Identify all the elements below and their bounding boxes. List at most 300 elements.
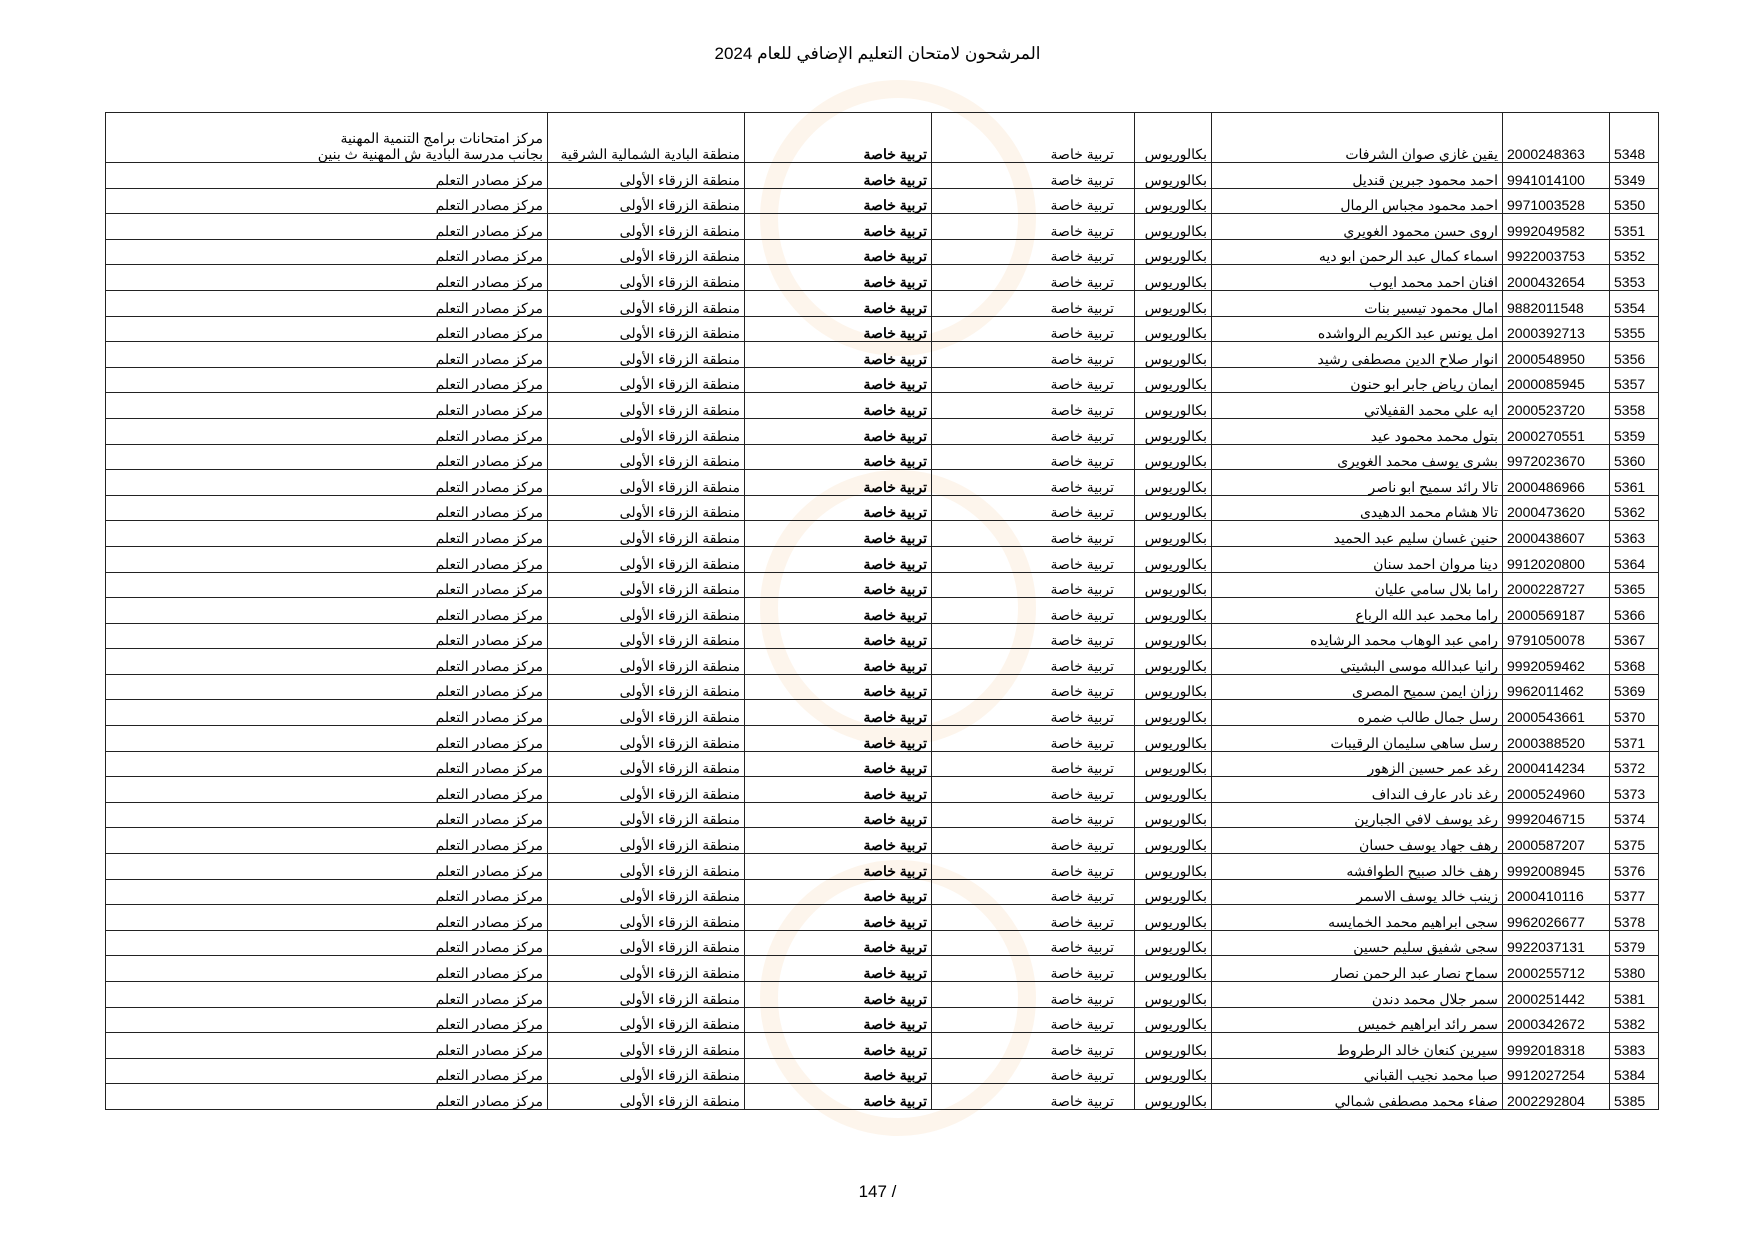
national-id-cell: 2000438607 <box>1503 521 1610 547</box>
seq-cell: 5354 <box>1610 290 1659 316</box>
seq-cell: 5385 <box>1610 1084 1659 1110</box>
seq-cell: 5380 <box>1610 956 1659 982</box>
specialization-cell: تربية خاصة <box>932 674 1135 700</box>
exam-center-line: مركز مصادر التعلم <box>435 504 543 521</box>
exam-subject-cell: تربية خاصة <box>745 316 932 342</box>
degree-cell: بكالوريوس <box>1135 905 1212 931</box>
region-cell: منطقة الزرقاء الأولى <box>548 239 745 265</box>
specialization-cell: تربية خاصة <box>932 598 1135 624</box>
degree-cell: بكالوريوس <box>1135 828 1212 854</box>
exam-subject-cell: تربية خاصة <box>745 982 932 1008</box>
exam-center-line: مركز مصادر التعلم <box>435 888 543 905</box>
seq-cell: 5367 <box>1610 623 1659 649</box>
national-id-cell: 2000473620 <box>1503 495 1610 521</box>
exam-center-line: مركز مصادر التعلم <box>435 273 543 290</box>
degree-cell: بكالوريوس <box>1135 956 1212 982</box>
exam-center-line: مركز مصادر التعلم <box>435 811 543 828</box>
seq-cell: 5363 <box>1610 521 1659 547</box>
national-id-cell: 2000251442 <box>1503 982 1610 1008</box>
exam-center-line: مركز مصادر التعلم <box>435 248 543 265</box>
region-cell: منطقة الزرقاء الأولى <box>548 777 745 803</box>
national-id-cell: 2000228727 <box>1503 572 1610 598</box>
exam-center-cell <box>106 956 548 982</box>
national-id-cell: 9922037131 <box>1503 930 1610 956</box>
name-cell: صبا محمد نجيب القباني <box>1212 1058 1503 1084</box>
seq-cell: 5366 <box>1610 598 1659 624</box>
region-cell: منطقة الزرقاء الأولى <box>548 1033 745 1059</box>
national-id-cell: 9992049582 <box>1503 214 1610 240</box>
exam-center-line: مركز مصادر التعلم <box>435 1067 543 1084</box>
name-cell: اروى حسن محمود الغويري <box>1212 214 1503 240</box>
national-id-cell: 9941014100 <box>1503 163 1610 189</box>
degree-cell: بكالوريوس <box>1135 290 1212 316</box>
specialization-cell: تربية خاصة <box>932 930 1135 956</box>
name-cell: سيرين كنعان خالد الرطروط <box>1212 1033 1503 1059</box>
degree-cell: بكالوريوس <box>1135 214 1212 240</box>
name-cell: رهف جهاد يوسف حسان <box>1212 828 1503 854</box>
table-row <box>106 726 1659 752</box>
exam-subject-cell: تربية خاصة <box>745 290 932 316</box>
seq-cell: 5348 <box>1610 113 1659 163</box>
table-row <box>106 214 1659 240</box>
degree-cell: بكالوريوس <box>1135 521 1212 547</box>
specialization-cell: تربية خاصة <box>932 649 1135 675</box>
specialization-cell: تربية خاصة <box>932 470 1135 496</box>
table-row <box>106 521 1659 547</box>
exam-center-line: مركز مصادر التعلم <box>435 197 543 214</box>
region-cell: منطقة الزرقاء الأولى <box>548 982 745 1008</box>
table-row <box>106 572 1659 598</box>
seq-cell: 5360 <box>1610 444 1659 470</box>
table-row <box>106 239 1659 265</box>
national-id-cell: 2000270551 <box>1503 418 1610 444</box>
national-id-cell: 2000410116 <box>1503 879 1610 905</box>
degree-cell: بكالوريوس <box>1135 1033 1212 1059</box>
specialization-cell: تربية خاصة <box>932 367 1135 393</box>
degree-cell: بكالوريوس <box>1135 1058 1212 1084</box>
seq-cell: 5352 <box>1610 239 1659 265</box>
table-row <box>106 802 1659 828</box>
national-id-cell: 2000392713 <box>1503 316 1610 342</box>
specialization-cell: تربية خاصة <box>932 546 1135 572</box>
table-row <box>106 495 1659 521</box>
exam-center-cell <box>106 777 548 803</box>
region-cell: منطقة الزرقاء الأولى <box>548 265 745 291</box>
table-row <box>106 470 1659 496</box>
exam-subject-cell: تربية خاصة <box>745 470 932 496</box>
seq-cell: 5365 <box>1610 572 1659 598</box>
name-cell: انوار صلاح الدين مصطفى رشيد <box>1212 342 1503 368</box>
seq-cell: 5357 <box>1610 367 1659 393</box>
specialization-cell: تربية خاصة <box>932 1033 1135 1059</box>
exam-center-line: مركز مصادر التعلم <box>435 913 543 930</box>
region-cell: منطقة الزرقاء الأولى <box>548 444 745 470</box>
specialization-cell: تربية خاصة <box>932 828 1135 854</box>
seq-cell: 5370 <box>1610 700 1659 726</box>
national-id-cell: 9912027254 <box>1503 1058 1610 1084</box>
exam-center-cell <box>106 1007 548 1033</box>
national-id-cell: 9962011462 <box>1503 674 1610 700</box>
exam-center-line: مركز مصادر التعلم <box>435 606 543 623</box>
region-cell: منطقة الزرقاء الأولى <box>548 751 745 777</box>
exam-center-cell <box>106 546 548 572</box>
specialization-cell: تربية خاصة <box>932 854 1135 880</box>
exam-center-line: مركز مصادر التعلم <box>435 581 543 598</box>
exam-subject-cell: تربية خاصة <box>745 802 932 828</box>
region-cell: منطقة الزرقاء الأولى <box>548 470 745 496</box>
exam-center-line: مركز مصادر التعلم <box>435 1016 543 1033</box>
table-row <box>106 956 1659 982</box>
exam-subject-cell: تربية خاصة <box>745 854 932 880</box>
region-cell: منطقة الزرقاء الأولى <box>548 163 745 189</box>
name-cell: تالا هشام محمد الدهيدى <box>1212 495 1503 521</box>
exam-center-line: مركز مصادر التعلم <box>435 990 543 1007</box>
seq-cell: 5351 <box>1610 214 1659 240</box>
name-cell: اسماء كمال عبد الرحمن ابو ديه <box>1212 239 1503 265</box>
specialization-cell: تربية خاصة <box>932 444 1135 470</box>
specialization-cell: تربية خاصة <box>932 879 1135 905</box>
region-cell: منطقة الزرقاء الأولى <box>548 802 745 828</box>
region-cell: منطقة الزرقاء الأولى <box>548 649 745 675</box>
specialization-cell: تربية خاصة <box>932 316 1135 342</box>
national-id-cell: 2000248363 <box>1503 113 1610 163</box>
exam-subject-cell: تربية خاصة <box>745 188 932 214</box>
national-id-cell: 9971003528 <box>1503 188 1610 214</box>
seq-cell: 5368 <box>1610 649 1659 675</box>
region-cell: منطقة الزرقاء الأولى <box>548 598 745 624</box>
name-cell: زينب خالد يوسف الاسمر <box>1212 879 1503 905</box>
exam-subject-cell: تربية خاصة <box>745 546 932 572</box>
specialization-cell: تربية خاصة <box>932 290 1135 316</box>
table-row <box>106 828 1659 854</box>
specialization-cell: تربية خاصة <box>932 393 1135 419</box>
name-cell: سمر جلال محمد دندن <box>1212 982 1503 1008</box>
specialization-cell: تربية خاصة <box>932 572 1135 598</box>
national-id-cell: 2000342672 <box>1503 1007 1610 1033</box>
region-cell: منطقة الزرقاء الأولى <box>548 367 745 393</box>
region-cell: منطقة الزرقاء الأولى <box>548 956 745 982</box>
specialization-cell: تربية خاصة <box>932 777 1135 803</box>
specialization-cell: تربية خاصة <box>932 239 1135 265</box>
national-id-cell: 2000548950 <box>1503 342 1610 368</box>
name-cell: دينا مروان احمد سنان <box>1212 546 1503 572</box>
exam-center-line: بجانب مدرسة البادية ش المهنية ث بنين <box>317 146 543 162</box>
degree-cell: بكالوريوس <box>1135 982 1212 1008</box>
exam-center-cell <box>106 905 548 931</box>
exam-center-line: مركز مصادر التعلم <box>435 965 543 981</box>
seq-cell: 5350 <box>1610 188 1659 214</box>
name-cell: راما بلال سامي عليان <box>1212 572 1503 598</box>
table-row <box>106 1033 1659 1059</box>
table-row <box>106 982 1659 1008</box>
table-row <box>106 290 1659 316</box>
exam-center-line: مركز مصادر التعلم <box>435 939 543 956</box>
degree-cell: بكالوريوس <box>1135 623 1212 649</box>
page-number: 147 / <box>858 1182 897 1201</box>
exam-center-cell <box>106 188 548 214</box>
specialization-cell: تربية خاصة <box>932 495 1135 521</box>
table-row <box>106 393 1659 419</box>
national-id-cell: 9791050078 <box>1503 623 1610 649</box>
national-id-cell: 2000255712 <box>1503 956 1610 982</box>
seq-cell: 5355 <box>1610 316 1659 342</box>
seq-cell: 5381 <box>1610 982 1659 1008</box>
exam-center-cell <box>106 598 548 624</box>
region-cell: منطقة الزرقاء الأولى <box>548 214 745 240</box>
specialization-cell: تربية خاصة <box>932 751 1135 777</box>
exam-center-cell <box>106 214 548 240</box>
degree-cell: بكالوريوس <box>1135 674 1212 700</box>
region-cell: منطقة الزرقاء الأولى <box>548 1084 745 1110</box>
exam-center-cell <box>106 700 548 726</box>
name-cell: احمد محمود مجباس الرمال <box>1212 188 1503 214</box>
name-cell: تالا رائد سميح ابو ناصر <box>1212 470 1503 496</box>
table-row <box>106 316 1659 342</box>
region-cell: منطقة الزرقاء الأولى <box>548 930 745 956</box>
exam-subject-cell: تربية خاصة <box>745 444 932 470</box>
exam-center-line: مركز مصادر التعلم <box>435 478 543 495</box>
table-row <box>106 751 1659 777</box>
name-cell: راما محمد عبد الله الرباع <box>1212 598 1503 624</box>
exam-center-cell <box>106 470 548 496</box>
seq-cell: 5372 <box>1610 751 1659 777</box>
exam-center-cell <box>106 290 548 316</box>
region-cell: منطقة الزرقاء الأولى <box>548 726 745 752</box>
degree-cell: بكالوريوس <box>1135 188 1212 214</box>
seq-cell: 5353 <box>1610 265 1659 291</box>
table-row <box>106 188 1659 214</box>
page-title: المرشحون لامتحان التعليم الإضافي للعام 2024 <box>714 44 1041 63</box>
region-cell: منطقة الزرقاء الأولى <box>548 418 745 444</box>
exam-center-cell <box>106 726 548 752</box>
specialization-cell: تربية خاصة <box>932 1007 1135 1033</box>
name-cell: رهف خالد صبيح الطوافشه <box>1212 854 1503 880</box>
exam-center-line: مركز مصادر التعلم <box>435 171 543 188</box>
exam-center-cell <box>106 674 548 700</box>
seq-cell: 5383 <box>1610 1033 1659 1059</box>
exam-center-line: مركز مصادر التعلم <box>435 350 543 367</box>
seq-cell: 5349 <box>1610 163 1659 189</box>
national-id-cell: 9992059462 <box>1503 649 1610 675</box>
exam-center-line: مركز مصادر التعلم <box>435 376 543 393</box>
exam-subject-cell: تربية خاصة <box>745 930 932 956</box>
seq-cell: 5374 <box>1610 802 1659 828</box>
exam-center-line: مركز مصادر التعلم <box>435 453 543 470</box>
specialization-cell: تربية خاصة <box>932 163 1135 189</box>
exam-center-cell <box>106 418 548 444</box>
national-id-cell: 2000523720 <box>1503 393 1610 419</box>
seq-cell: 5379 <box>1610 930 1659 956</box>
exam-center-cell <box>106 342 548 368</box>
exam-subject-cell: تربية خاصة <box>745 495 932 521</box>
name-cell: رغد عمر حسين الزهور <box>1212 751 1503 777</box>
national-id-cell: 2000486966 <box>1503 470 1610 496</box>
exam-subject-cell: تربية خاصة <box>745 1058 932 1084</box>
specialization-cell: تربية خاصة <box>932 265 1135 291</box>
degree-cell: بكالوريوس <box>1135 700 1212 726</box>
exam-center-cell <box>106 879 548 905</box>
degree-cell: بكالوريوس <box>1135 444 1212 470</box>
exam-subject-cell: تربية خاصة <box>745 649 932 675</box>
exam-center-line: مركز مصادر التعلم <box>435 862 543 879</box>
exam-subject-cell: تربية خاصة <box>745 572 932 598</box>
exam-center-cell <box>106 1033 548 1059</box>
national-id-cell: 9962026677 <box>1503 905 1610 931</box>
name-cell: بشرى يوسف محمد الغويرى <box>1212 444 1503 470</box>
specialization-cell: تربية خاصة <box>932 1084 1135 1110</box>
region-cell: منطقة الزرقاء الأولى <box>548 828 745 854</box>
exam-center-line: مركز مصادر التعلم <box>435 632 543 649</box>
seq-cell: 5378 <box>1610 905 1659 931</box>
exam-subject-cell: تربية خاصة <box>745 521 932 547</box>
region-cell: منطقة الزرقاء الأولى <box>548 674 745 700</box>
national-id-cell: 9912020800 <box>1503 546 1610 572</box>
exam-center-cell <box>106 393 548 419</box>
exam-subject-cell: تربية خاصة <box>745 828 932 854</box>
exam-subject-cell: تربية خاصة <box>745 674 932 700</box>
exam-center-line: مركز مصادر التعلم <box>435 299 543 316</box>
specialization-cell: تربية خاصة <box>932 113 1135 163</box>
national-id-cell: 2002292804 <box>1503 1084 1610 1110</box>
exam-subject-cell: تربية خاصة <box>745 726 932 752</box>
national-id-cell: 2000414234 <box>1503 751 1610 777</box>
degree-cell: بكالوريوس <box>1135 1007 1212 1033</box>
table-row <box>106 113 1659 163</box>
exam-subject-cell: تربية خاصة <box>745 239 932 265</box>
national-id-cell: 9992008945 <box>1503 854 1610 880</box>
specialization-cell: تربية خاصة <box>932 802 1135 828</box>
exam-center-cell <box>106 367 548 393</box>
seq-cell: 5371 <box>1610 726 1659 752</box>
exam-subject-cell: تربية خاصة <box>745 623 932 649</box>
exam-center-cell <box>106 316 548 342</box>
exam-center-cell <box>106 751 548 777</box>
name-cell: افنان احمد محمد ايوب <box>1212 265 1503 291</box>
degree-cell: بكالوريوس <box>1135 470 1212 496</box>
exam-center-line: مركز مصادر التعلم <box>435 1092 543 1109</box>
table-row <box>106 418 1659 444</box>
exam-center-line: مركز مصادر التعلم <box>435 427 543 444</box>
seq-cell: 5369 <box>1610 674 1659 700</box>
exam-center-cell <box>106 623 548 649</box>
exam-center-cell <box>106 239 548 265</box>
exam-center-line: مركز امتحانات برامج التنمية المهنية <box>340 130 543 146</box>
exam-subject-cell: تربية خاصة <box>745 393 932 419</box>
specialization-cell: تربية خاصة <box>932 342 1135 368</box>
exam-center-line: مركز مصادر التعلم <box>435 709 543 726</box>
table-row <box>106 649 1659 675</box>
exam-subject-cell: تربية خاصة <box>745 777 932 803</box>
exam-center-cell <box>106 854 548 880</box>
specialization-cell: تربية خاصة <box>932 700 1135 726</box>
seq-cell: 5361 <box>1610 470 1659 496</box>
national-id-cell: 2000569187 <box>1503 598 1610 624</box>
degree-cell: بكالوريوس <box>1135 751 1212 777</box>
exam-subject-cell: تربية خاصة <box>745 1084 932 1110</box>
national-id-cell: 2000587207 <box>1503 828 1610 854</box>
table-row <box>106 1007 1659 1033</box>
exam-subject-cell: تربية خاصة <box>745 1007 932 1033</box>
degree-cell: بكالوريوس <box>1135 1084 1212 1110</box>
exam-center-line: مركز مصادر التعلم <box>435 837 543 854</box>
name-cell: يقين غازي صوان الشرفات <box>1212 113 1503 163</box>
exam-subject-cell: تربية خاصة <box>745 905 932 931</box>
table-row <box>106 623 1659 649</box>
exam-subject-cell: تربية خاصة <box>745 1033 932 1059</box>
exam-center-line: مركز مصادر التعلم <box>435 555 543 572</box>
region-cell: منطقة الزرقاء الأولى <box>548 188 745 214</box>
national-id-cell: 9922003753 <box>1503 239 1610 265</box>
degree-cell: بكالوريوس <box>1135 930 1212 956</box>
exam-subject-cell: تربية خاصة <box>745 163 932 189</box>
exam-subject-cell: تربية خاصة <box>745 418 932 444</box>
exam-subject-cell: تربية خاصة <box>745 700 932 726</box>
region-cell: منطقة الزرقاء الأولى <box>548 700 745 726</box>
exam-subject-cell: تربية خاصة <box>745 751 932 777</box>
degree-cell: بكالوريوس <box>1135 726 1212 752</box>
seq-cell: 5358 <box>1610 393 1659 419</box>
degree-cell: بكالوريوس <box>1135 649 1212 675</box>
exam-center-line: مركز مصادر التعلم <box>435 401 543 418</box>
exam-center-cell <box>106 495 548 521</box>
exam-center-line: مركز مصادر التعلم <box>435 657 543 674</box>
name-cell: رزان ايمن سميح المصرى <box>1212 674 1503 700</box>
name-cell: رامي عبد الوهاب محمد الرشايده <box>1212 623 1503 649</box>
exam-subject-cell: تربية خاصة <box>745 265 932 291</box>
table-row <box>106 879 1659 905</box>
exam-center-cell <box>106 1084 548 1110</box>
name-cell: ايه علي محمد القفيلاتي <box>1212 393 1503 419</box>
seq-cell: 5356 <box>1610 342 1659 368</box>
region-cell: منطقة الزرقاء الأولى <box>548 623 745 649</box>
specialization-cell: تربية خاصة <box>932 188 1135 214</box>
table-row <box>106 1084 1659 1110</box>
name-cell: رانيا عبدالله موسى البشيتي <box>1212 649 1503 675</box>
specialization-cell: تربية خاصة <box>932 956 1135 982</box>
specialization-cell: تربية خاصة <box>932 623 1135 649</box>
table-row <box>106 163 1659 189</box>
name-cell: امال محمود تيسير بنات <box>1212 290 1503 316</box>
degree-cell: بكالوريوس <box>1135 572 1212 598</box>
exam-center-cell <box>106 930 548 956</box>
table-row <box>106 777 1659 803</box>
table-row <box>106 1058 1659 1084</box>
exam-center-cell <box>106 163 548 189</box>
exam-center-cell <box>106 444 548 470</box>
exam-center-cell <box>106 265 548 291</box>
name-cell: سجى شفيق سليم حسين <box>1212 930 1503 956</box>
name-cell: حنين غسان سليم عبد الحميد <box>1212 521 1503 547</box>
degree-cell: بكالوريوس <box>1135 163 1212 189</box>
name-cell: سمر رائد ابراهيم خميس <box>1212 1007 1503 1033</box>
specialization-cell: تربية خاصة <box>932 214 1135 240</box>
national-id-cell: 2000388520 <box>1503 726 1610 752</box>
name-cell: احمد محمود جبرين قنديل <box>1212 163 1503 189</box>
table-row <box>106 930 1659 956</box>
seq-cell: 5359 <box>1610 418 1659 444</box>
table-row <box>106 598 1659 624</box>
region-cell: منطقة الزرقاء الأولى <box>548 342 745 368</box>
specialization-cell: تربية خاصة <box>932 418 1135 444</box>
exam-subject-cell: تربية خاصة <box>745 956 932 982</box>
name-cell: ايمان رياض جابر ابو حنون <box>1212 367 1503 393</box>
exam-center-line: مركز مصادر التعلم <box>435 325 543 342</box>
name-cell: رغد نادر عارف النداف <box>1212 777 1503 803</box>
exam-subject-cell: تربية خاصة <box>745 342 932 368</box>
region-cell: منطقة الزرقاء الأولى <box>548 879 745 905</box>
seq-cell: 5362 <box>1610 495 1659 521</box>
degree-cell: بكالوريوس <box>1135 342 1212 368</box>
